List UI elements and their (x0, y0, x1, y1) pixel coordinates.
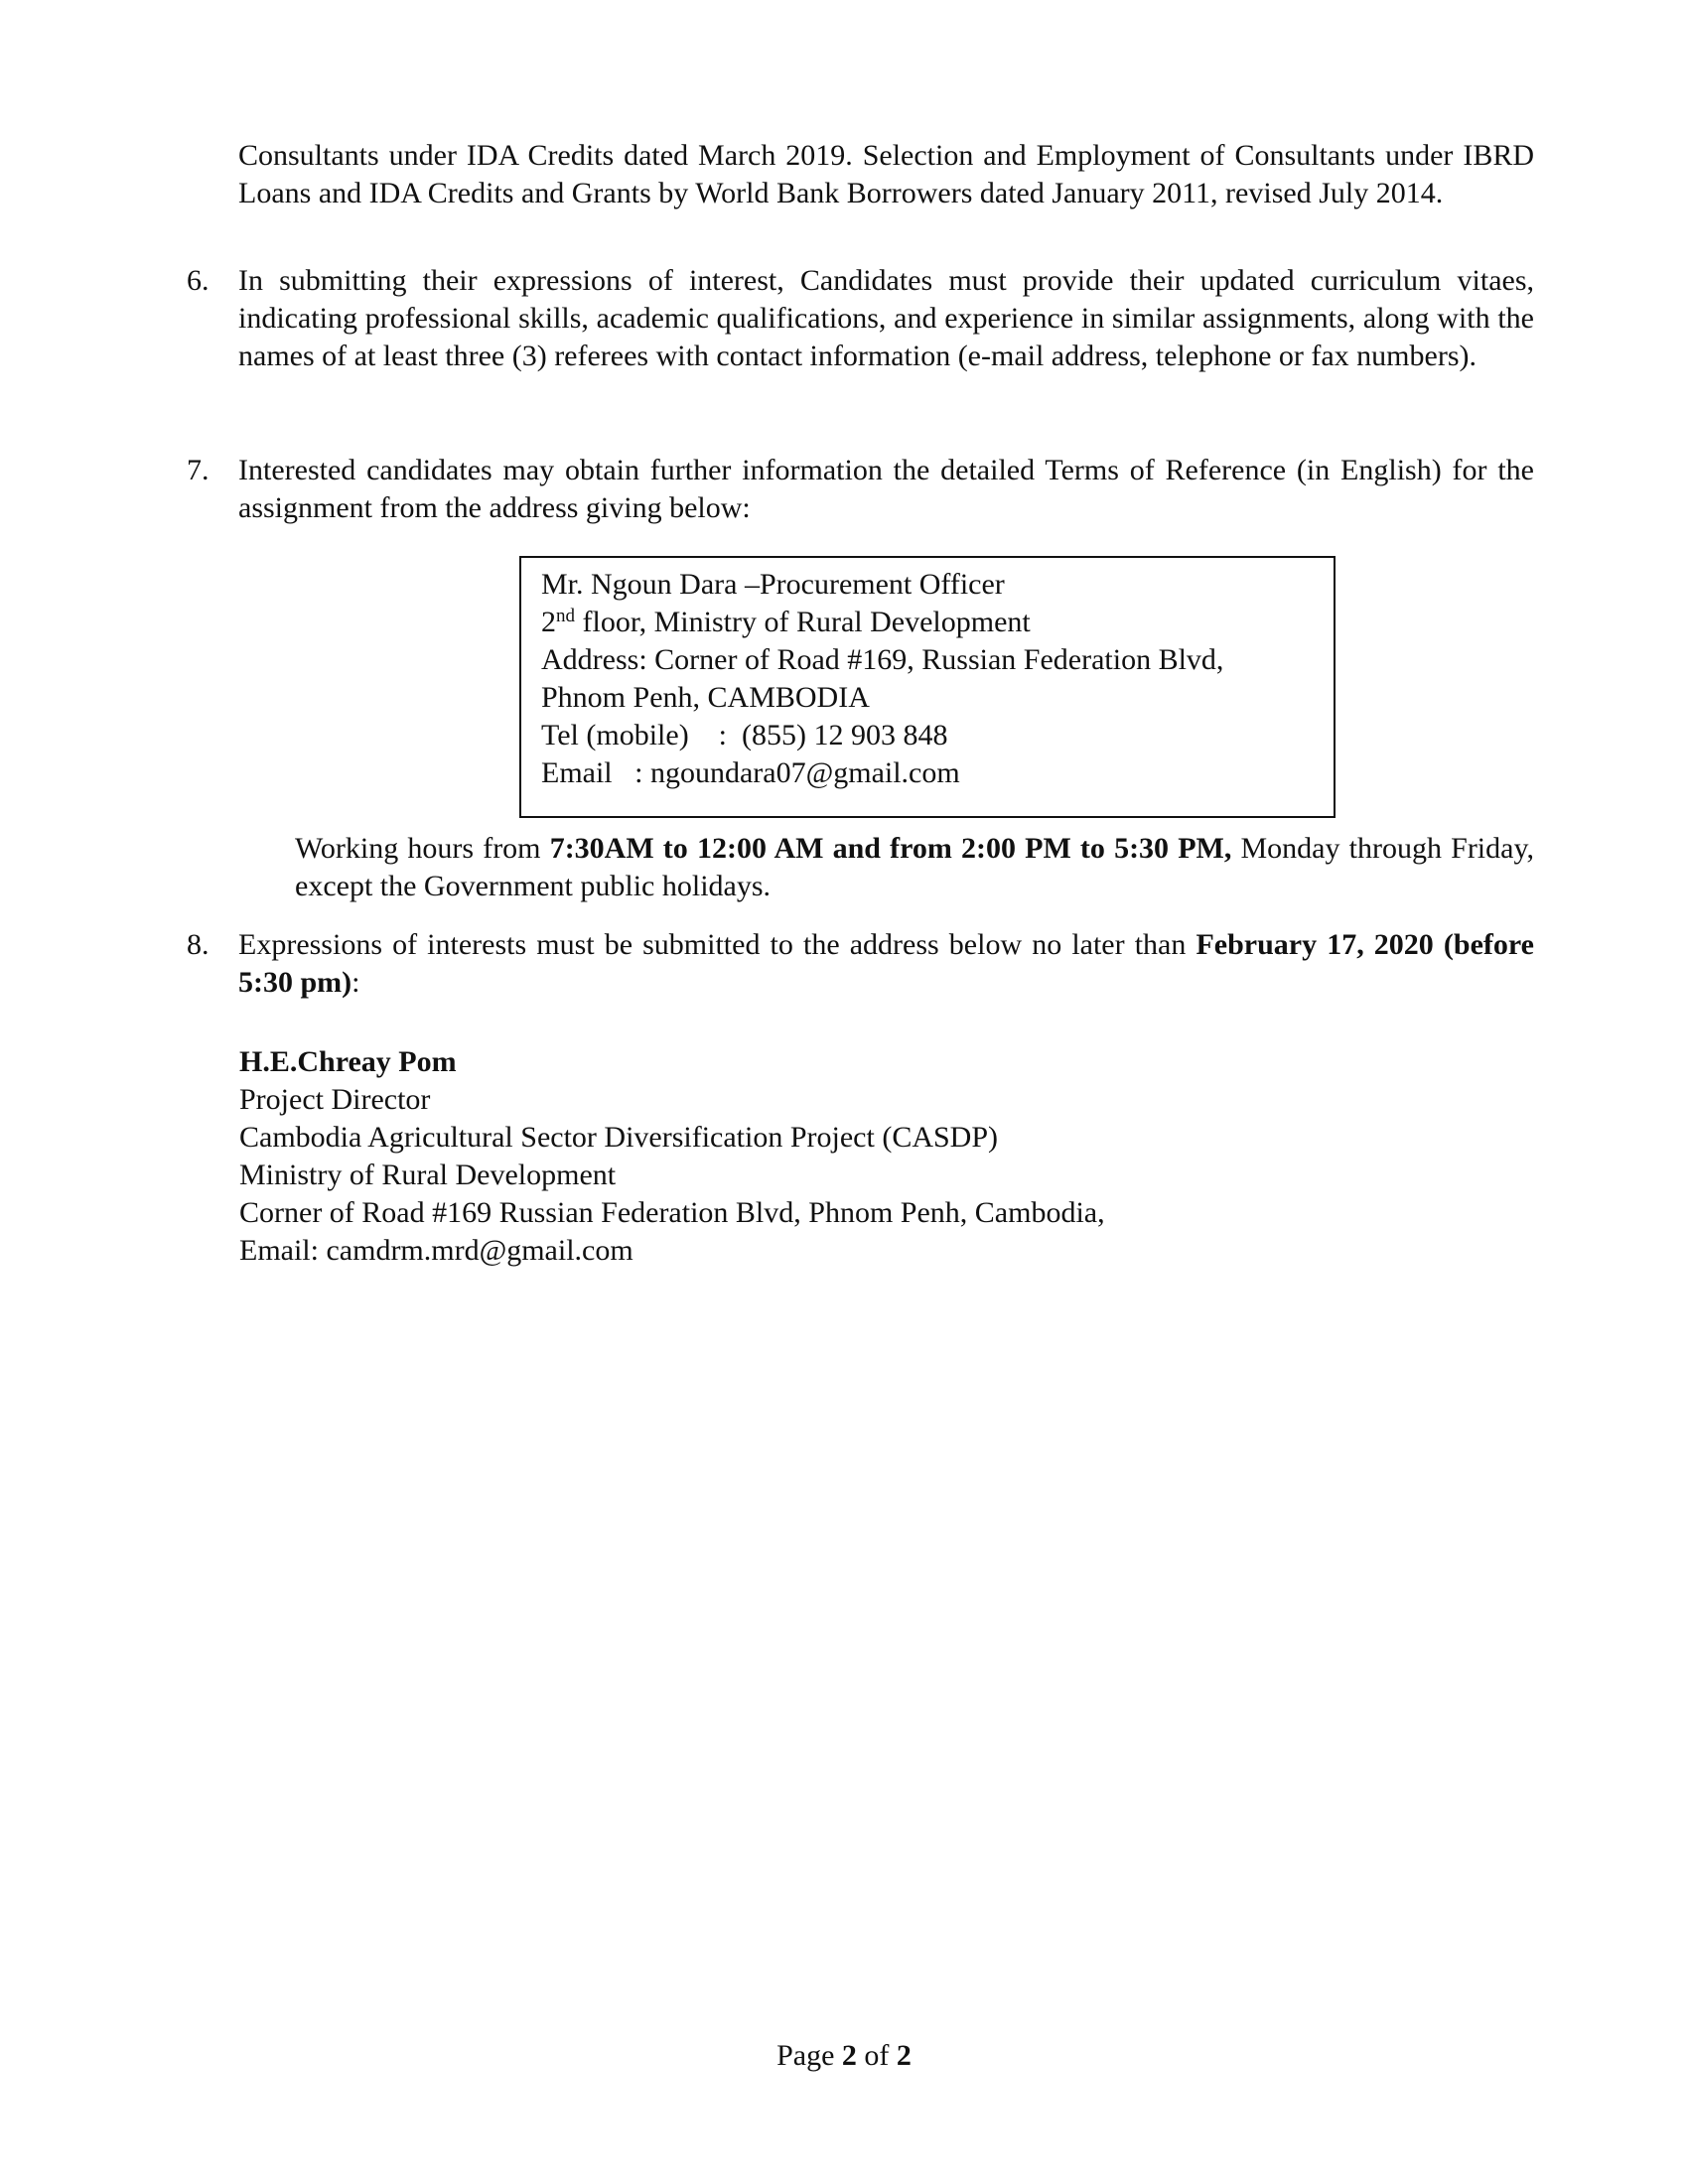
item-6-number: 6. (187, 264, 210, 297)
paragraph-5-continuation: Consultants under IDA Credits dated March 2019. Selection and Employment of Consultants under IBRD Loans and IDA Credits and Grants by World Bank Borrowers dated January 2011, revised July 2014. (238, 139, 1534, 209)
page-current: 2 (841, 2039, 857, 2072)
item-7-text: Interested candidates may obtain further information the detailed Terms of Reference (in English) for the assignment from the address giving below: (238, 454, 1534, 524)
recipient-title: Project Director (239, 1083, 431, 1116)
contact-floor: 2nd floor, Ministry of Rural Development (541, 606, 1031, 638)
contact-box (519, 556, 1336, 818)
contact-address: Address: Corner of Road #169, Russian Federation Blvd, (541, 643, 1224, 676)
recipient-street: Corner of Road #169 Russian Federation Blvd, Phnom Penh, Cambodia, (239, 1196, 1105, 1229)
item-6-text: In submitting their expressions of interest, Candidates must provide their updated curriculum vitaes, indicating professional skills, academic qualifications, and experience in similar assignments, along with the names of at least three (3) referees with contact information (e-mail address, telephone or fax numbers). (238, 264, 1534, 372)
contact-phone: Tel (mobile) : (855) 12 903 848 (541, 719, 948, 751)
item-7-number: 7. (187, 454, 210, 486)
page-total: 2 (896, 2039, 912, 2072)
page-footer: Page 2 of 2 (776, 2039, 912, 2072)
recipient-project: Cambodia Agricultural Sector Diversification Project (CASDP) (239, 1121, 999, 1154)
contact-email: Email : ngoundara07@gmail.com (541, 756, 960, 789)
working-hours: Working hours from 7:30AM to 12:00 AM and from 2:00 PM to 5:30 PM, Monday through Friday, except the Government public holidays. (295, 832, 1535, 902)
recipient-name: H.E.Chreay Pom (239, 1045, 457, 1078)
recipient-email: Email: camdrm.mrd@gmail.com (239, 1234, 633, 1267)
item-8-number: 8. (187, 928, 210, 961)
recipient-ministry: Ministry of Rural Development (239, 1159, 617, 1191)
contact-name: Mr. Ngoun Dara –Procurement Officer (541, 568, 1005, 601)
ordinal-suffix: nd (556, 606, 575, 626)
contact-city: Phnom Penh, CAMBODIA (541, 681, 870, 714)
working-hours-times: 7:30AM to 12:00 AM and from 2:00 PM to 5:30 PM, (549, 832, 1232, 865)
submission-deadline: February 17, 2020 (before 5:30 pm) (238, 928, 1534, 999)
item-8-text: Expressions of interests must be submitted to the address below no later than February 17, 2020 (before 5:30 pm): (238, 928, 1534, 999)
